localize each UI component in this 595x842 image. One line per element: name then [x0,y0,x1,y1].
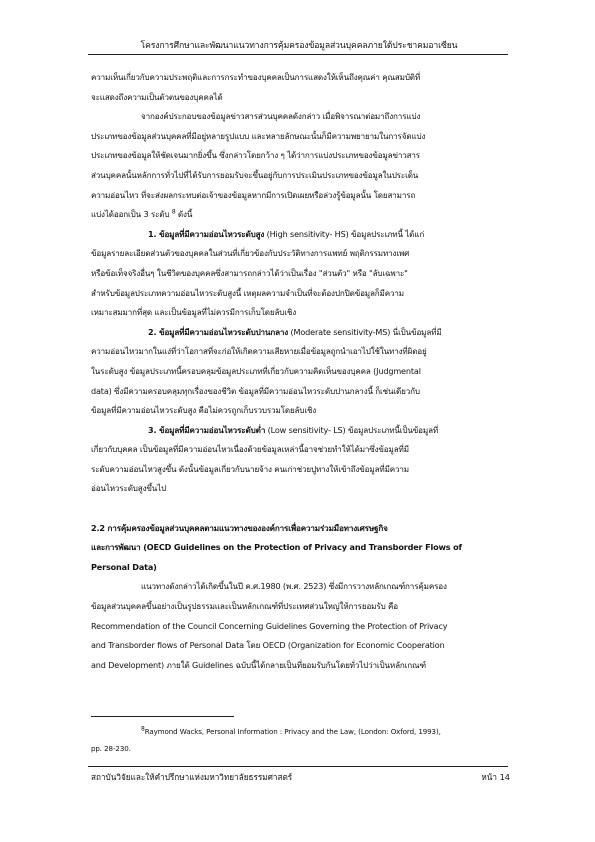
footnote-text: Raymond Wacks, Personal Information : Privacy and the Law, (London: Oxford, 1993), [144,727,441,736]
paragraph-line: data) ซึ่งมีความครอบคลุมทุกเรื่องของชีวิต ข้อมูลที่มีความอ่อนไหวระดับปานกลางนี้ ก็เช่นเดียวกับ [91,385,420,396]
paragraph-line: ในระดับสูง ข้อมูลประเภทนี้ครอบคลุมข้อมูลประเภทที่เกี่ยวกับความคิดเห็นของบุคคล (Judgmental [91,365,421,376]
paragraph-line: ข้อมูลรายละเอียดส่วนตัวของบุคคลในส่วนที่เกี่ยวข้องกับประวัติทางการแพทย์ พฤติกรรมทางเพศ [91,248,410,259]
list-item-text: (Low sensitivity- LS) ข้อมูลประเภทนี้เป็นข้อมูลที่ [265,424,439,435]
footnote-ref[interactable]: 8 [171,208,176,216]
paragraph-line: ส่วนบุคคลนั้นหลักการทั่วไปที่ได้รับการยอมรับจะขึ้นอยู่กับการประเมินประเภทของข้อมูลในประเด็น [91,169,419,180]
paragraph-line: Recommendation of the Council Concerning Guidelines Governing the Protection of Privacy [91,620,448,631]
running-header: โครงการศึกษาและพัฒนาแนวทางการคุ้มครองข้อมูลส่วนบุคคลภายใต้ประชาคมอาเซียน [140,41,458,51]
paragraph-line: ประเภทของข้อมูลให้ชัดเจนมากยิ่งขึ้น ซึ่งกล่าวโดยกว้าง ๆ ได้ว่าการแบ่งประเภทของข้อมูลข่าวสาร [91,150,420,161]
list-item-title: ข้อมูลที่มีความอ่อนไหวระดับต่ำ [159,424,266,435]
paragraph-line [91,205,509,225]
paragraph-line: ข้อมูลที่มีความอ่อนไหวระดับสูง คือไม่ควรถูกเก็บรวบรวมโดยลับเชิง [91,405,317,416]
section-heading: 2.2 การคุ้มครองข้อมูลส่วนบุคคลตามแนวทางขององค์การเพื่อความร่วมมือทางเศรษฐกิจ [91,522,388,533]
list-item-high-sensitivity [91,225,509,245]
footer-divider [88,766,508,767]
paragraph-line: เกี่ยวกับบุคคล เป็นข้อมูลที่มีความอ่อนไหวเนื่องด้วยข้อมูลเหล่านี้อาจช่วยทำให้ได้มาซึ่งข้อมูลที่มี [91,444,409,455]
list-item-low-sensitivity [91,421,509,441]
paragraph-line: แนวทางดังกล่าวได้เกิดขึ้นในปี ค.ศ.1980 (พ.ศ. 2523) ซึ่งมีการวางหลักเกณฑ์การคุ้มครอง [141,581,447,592]
header-divider [88,54,508,55]
heading-text: (OECD Guidelines on the Protection of Privacy and Transborder Flows of [140,542,462,553]
list-item-text: (Moderate sensitivity-MS) นี่เป็นข้อมูลที่มี [288,326,442,337]
paragraph-line: ความอ่อนไหวมากในแง่ที่ว่าโอกาสที่จะก่อให้เกิดความเสียหายเมื่อข้อมูลถูกนำเอาไปใช้ในทางที่ผิดอยู่ [91,346,427,357]
paragraph-line: อ่อนไหวระดับสูงขึ้นไป [91,483,167,494]
paragraph-line: ความเห็นเกี่ยวกับความประพฤติและการกระทำของบุคคลเป็นการแสดงให้เห็นถึงคุณค่า คุณสมบัติที่ [91,72,421,82]
paragraph-line: จากองค์ประกอบของข้อมูลข่าวสารส่วนบุคคลดังกล่าว เมื่อพิจารณาต่อมาถึงการแบ่ง [141,111,421,122]
paragraph-line: เหมาะสมมากที่สุด และเป็นข้อมูลที่ไม่ควรมีการเก็บโดยลับเชิง [91,307,297,318]
section-heading-line: Personal Data) [91,561,157,572]
list-item-title: ข้อมูลที่มีความอ่อนไหวระดับสูง [159,228,265,239]
list-item-moderate-sensitivity [91,323,509,343]
list-item-text: (High sensitivity- HS) ข้อมูลประเภทนี้ ได้แก่ [264,228,425,239]
footnote-number: 8 [141,725,145,733]
paragraph-line: ระดับความอ่อนไหวสูงขึ้น ดังนั้นข้อมูลเกี่ยวกับนายจ้าง คนเก่าช่วยปูทางให้เข้าถึงข้อมูลที่มีความ [91,463,409,474]
list-number: 3. [148,424,160,435]
list-number: 1. [148,228,160,239]
footnote-line: pp. 28-230. [91,744,131,753]
paragraph-line: จะแสดงถึงความเป็นตัวตนของบุคคลได้ [91,91,223,102]
paragraph-line: and Development) ภายใต้ Guidelines ฉบับนี้ได้กลายเป็นที่ยอมรับกันโดยทั่วไปว่าเป็นหลักเกณฑ์ [91,659,426,670]
section-heading-line [91,538,509,558]
paragraph-line: ประเภทของข้อมูลส่วนบุคคลที่มีอยู่หลายรูปแบบ และหลายลักษณะนั้นก็มีความพยายามในการจัดแบ่ง [91,130,426,141]
line-text: แบ่งได้ออกเป็น 3 ระดับ [91,209,170,220]
line-text: ดังนี้ [175,209,193,220]
list-item-title: ข้อมูลที่มีความอ่อนไหวระดับปานกลาง [159,326,289,337]
page-number: หน้า 14 [481,772,510,782]
paragraph-line: ความอ่อนไหว ที่จะส่งผลกระทบต่อเจ้าของข้อมูลหากมีการเปิดเผยหรือล่วงรู้ข้อมูลนั้น โดยสามารถ [91,189,416,200]
paragraph-line: สำหรับข้อมูลประเภทความอ่อนไหวระดับสูงนี้ เหตุผลความจำเป็นที่จะต้องปกปิดข้อมูลก็มีความ [91,287,404,298]
heading-text: และการพัฒนา [91,542,141,553]
list-number: 2. [148,326,160,337]
body-text [91,68,509,675]
footer-institution: สถาบันวิจัยและให้คำปรึกษาแห่งมหาวิทยาลัยธรรมศาสตร์ [91,772,293,782]
paragraph-line: ข้อมูลส่วนบุคคลขึ้นอย่างเป็นรูปธรรมและเป็นหลักเกณฑ์ที่ประเทศส่วนใหญ่ให้การยอมรับ คือ [91,601,398,612]
footnote-line [91,723,509,740]
footnote [91,723,509,757]
spacer [91,499,509,519]
footnote-divider [91,716,234,717]
paragraph-line: and Transborder flows of Personal Data โดย OECD (Organization for Economic Cooperation [91,640,445,651]
paragraph-line: หรือข้อเท็จจริงอื่นๆ ในชีวิตของบุคคลซึ่งสามารถกล่าวได้ว่าเป็นเรื่อง "ส่วนตัว" หรือ "ลับเฉพาะ" [91,267,408,278]
